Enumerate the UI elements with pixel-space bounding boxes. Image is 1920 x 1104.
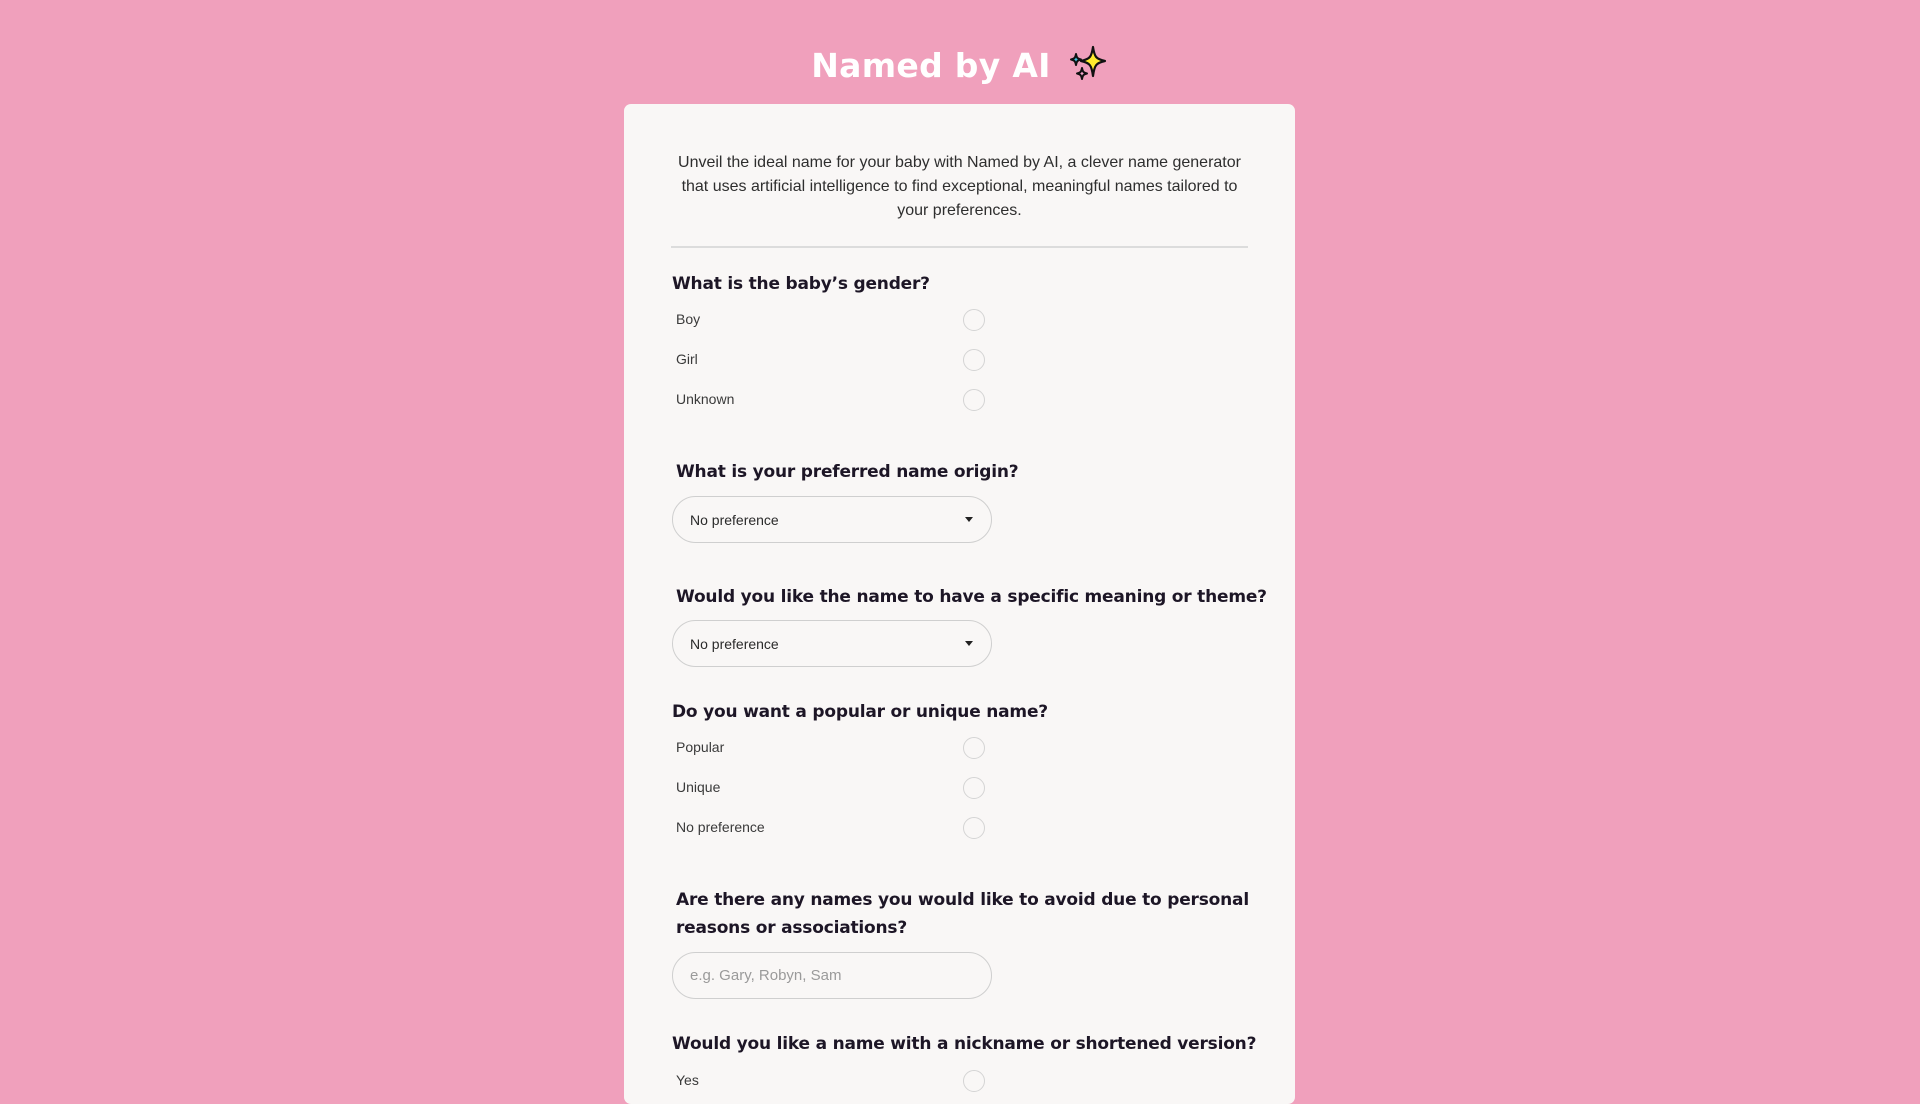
gender-option-girl-label: Girl [676,351,698,367]
sparkles-icon [1065,43,1109,87]
nickname-question: Would you like a name with a nickname or shortened version? [672,1034,1257,1054]
nickname-option-yes-label: Yes [676,1072,699,1088]
origin-select[interactable] [672,496,992,543]
chevron-down-icon [965,517,973,522]
app-title [0,40,1920,90]
form-card [624,104,1295,1104]
popularity-option-popular-label: Popular [676,739,725,755]
origin-question: What is your preferred name origin? [676,462,1019,482]
app-title-text: Named by AI [811,45,1051,85]
meaning-question: Would you like the name to have a specific meaning or theme? [676,587,1267,607]
nickname-radio-yes[interactable] [963,1070,985,1092]
chevron-down-icon [965,641,973,646]
gender-option-boy-label: Boy [676,311,701,327]
popularity-option-unique-label: Unique [676,779,721,795]
intro-text: Unveil the ideal name for your baby with Named by AI, a clever name generator that uses artificial intelligence to find exceptional, meaningful names tailored to your preferences. [678,154,1241,219]
avoid-question-line2: reasons or associations? [676,918,907,938]
gender-option-unknown-label: Unknown [676,391,735,407]
popularity-radio-no-preference[interactable] [963,817,985,839]
gender-question: What is the baby’s gender? [672,274,930,294]
popularity-question: Do you want a popular or unique name? [672,702,1048,722]
gender-radio-unknown[interactable] [963,389,985,411]
avoid-question-line1: Are there any names you would like to avoid due to personal [676,890,1249,910]
meaning-select-value: No preference [690,635,779,652]
origin-select-value: No preference [690,511,779,528]
popularity-radio-unique[interactable] [963,777,985,799]
meaning-select[interactable] [672,620,992,667]
popularity-option-no-preference-label: No preference [676,819,765,835]
popularity-radio-popular[interactable] [963,737,985,759]
divider [671,246,1248,248]
gender-radio-boy[interactable] [963,309,985,331]
avoid-names-input[interactable] [672,952,992,999]
gender-radio-girl[interactable] [963,349,985,371]
avoid-names-placeholder: e.g. Gary, Robyn, Sam [690,967,842,984]
